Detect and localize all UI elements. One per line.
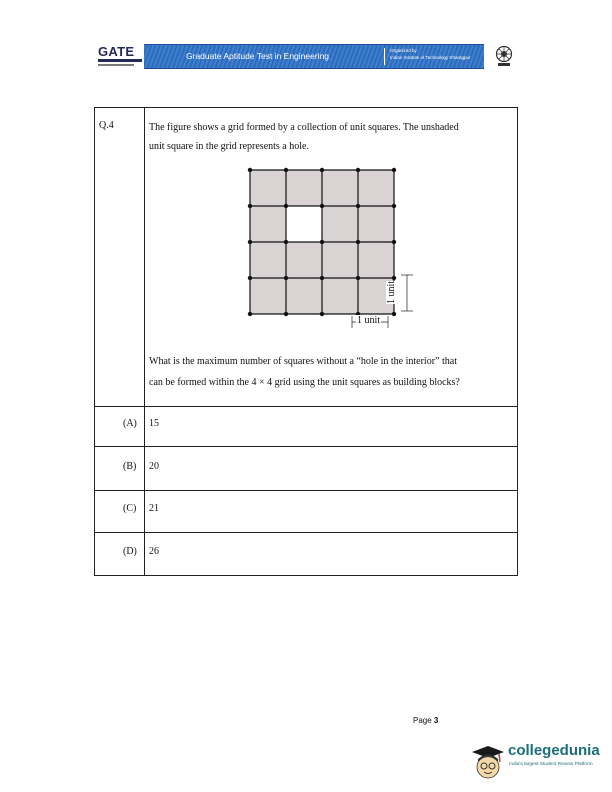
mascot-icon bbox=[466, 742, 506, 782]
gate-logo bbox=[96, 42, 144, 70]
gate-logo-text: GATE bbox=[98, 44, 135, 59]
header-organized-by: Organized by bbox=[390, 48, 417, 53]
grid-cell bbox=[358, 206, 394, 242]
grid-vertex-dot bbox=[392, 240, 396, 244]
grid-vertex-dot bbox=[320, 240, 324, 244]
question-text-line-2: unit square in the grid represents a hole. bbox=[149, 141, 309, 152]
header-organizer: Indian Institute of Technology Kharagpur bbox=[390, 55, 471, 60]
grid-vertex-dot bbox=[320, 312, 324, 316]
grid-cell bbox=[358, 242, 394, 278]
grid-vertex-dot bbox=[248, 276, 252, 280]
option-d-value: 26 bbox=[149, 546, 159, 557]
grid-vertex-dot bbox=[392, 276, 396, 280]
horizontal-dimension-label: 1 unit bbox=[357, 315, 381, 326]
grid-cell bbox=[322, 206, 358, 242]
collegedunia-logo bbox=[466, 742, 606, 782]
grid-cell bbox=[250, 170, 286, 206]
grid-vertex-dot bbox=[284, 312, 288, 316]
grid-cell bbox=[286, 242, 322, 278]
question-prompt-line-2: can be formed within the 4 × 4 grid using the unit squares as building blocks? bbox=[149, 377, 460, 388]
grid-vertex-dot bbox=[356, 276, 360, 280]
grid-hole bbox=[286, 206, 322, 242]
grid-vertex-dot bbox=[248, 204, 252, 208]
option-b-label: (B) bbox=[123, 461, 137, 472]
grid-cell bbox=[322, 278, 358, 314]
grid-vertex-dot bbox=[356, 240, 360, 244]
option-a-value: 15 bbox=[149, 418, 159, 429]
grid-cell bbox=[286, 278, 322, 314]
grid-vertex-dot bbox=[284, 204, 288, 208]
grid-cell bbox=[358, 170, 394, 206]
grid-cell bbox=[250, 242, 286, 278]
grid-vertex-dot bbox=[320, 204, 324, 208]
iit-emblem-icon bbox=[492, 44, 516, 68]
question-text-line-1: The figure shows a grid formed by a collection of unit squares. The unshaded bbox=[149, 122, 459, 133]
grid-cell bbox=[250, 206, 286, 242]
vertical-dimension-label: 1 unit bbox=[386, 280, 398, 305]
header-title: Graduate Aptitude Test in Engineering bbox=[186, 51, 330, 61]
grid-vertex-dot bbox=[320, 168, 324, 172]
brand-tagline: India's largest Student Review Platform bbox=[509, 762, 593, 767]
grid-cell bbox=[322, 242, 358, 278]
grid-vertex-dot bbox=[248, 168, 252, 172]
grid-vertex-dot bbox=[284, 168, 288, 172]
grid-vertex-dot bbox=[320, 276, 324, 280]
grid-vertex-dot bbox=[392, 168, 396, 172]
grid-cell bbox=[250, 278, 286, 314]
question-number: Q.4 bbox=[99, 120, 114, 131]
option-d-label: (D) bbox=[123, 546, 137, 557]
grid-diagram bbox=[240, 160, 420, 335]
grid-vertex-dot bbox=[248, 240, 252, 244]
header-banner bbox=[96, 42, 518, 70]
grid-vertex-dot bbox=[284, 240, 288, 244]
grid-vertex-dot bbox=[392, 312, 396, 316]
brand-name: collegedunia bbox=[508, 742, 600, 759]
option-b-value: 20 bbox=[149, 461, 159, 472]
option-a-label: (A) bbox=[123, 418, 137, 429]
grid-vertex-dot bbox=[356, 168, 360, 172]
grid-cell bbox=[286, 170, 322, 206]
header-title-band bbox=[144, 44, 484, 69]
grid-figure bbox=[240, 160, 420, 335]
question-prompt-line-1: What is the maximum number of squares without a “hole in the interior” that bbox=[149, 356, 457, 367]
grid-cell bbox=[322, 170, 358, 206]
grid-vertex-dot bbox=[392, 204, 396, 208]
grid-vertex-dot bbox=[284, 276, 288, 280]
option-c-value: 21 bbox=[149, 503, 159, 514]
option-c-label: (C) bbox=[123, 503, 137, 514]
grid-vertex-dot bbox=[248, 312, 252, 316]
grid-vertex-dot bbox=[356, 204, 360, 208]
page-number: Page 3 bbox=[413, 716, 439, 725]
